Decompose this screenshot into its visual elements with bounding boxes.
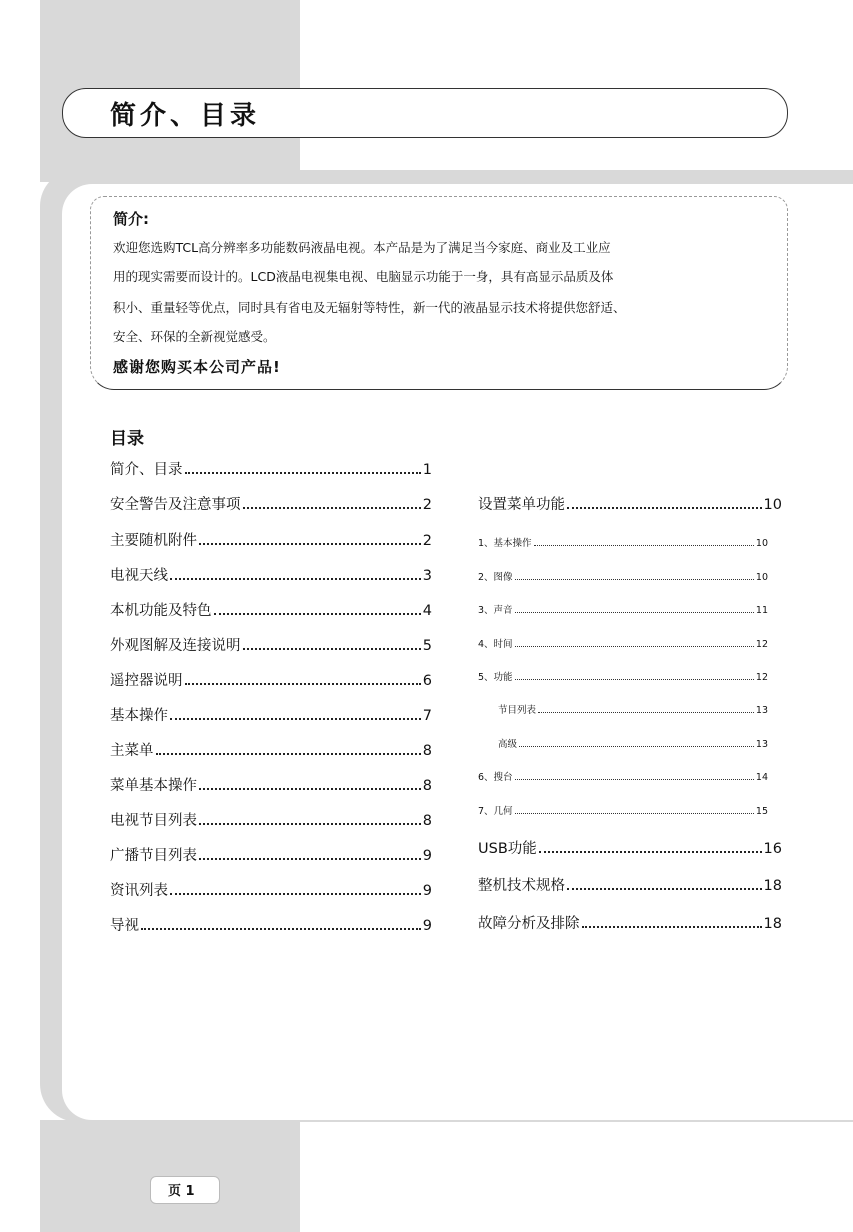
toc-entry[interactable]	[110, 809, 432, 830]
leader-dots	[515, 813, 754, 814]
toc-entry-page: 10	[755, 538, 768, 549]
toc-entry-label: 高级	[498, 739, 518, 750]
toc-entry-label: 设置菜单功能	[478, 497, 565, 513]
toc-entry-label: 菜单基本操作	[110, 778, 197, 794]
toc-entry-label: 主菜单	[110, 743, 154, 759]
leader-dots	[515, 612, 754, 613]
toc-entry-page: 18	[763, 878, 782, 894]
toc-subentry[interactable]	[498, 702, 768, 716]
toc-subentry[interactable]	[478, 769, 768, 783]
leader-dots	[582, 926, 762, 928]
toc-entry-label: 5、功能	[478, 672, 513, 683]
toc-entry-label: 4、时间	[478, 639, 513, 650]
toc-entry-label: 电视天线	[110, 568, 168, 584]
leader-dots	[199, 543, 421, 545]
leader-dots	[199, 823, 421, 825]
toc-entry-label: 资讯列表	[110, 883, 168, 899]
toc-entry[interactable]	[478, 493, 782, 514]
page-number: 页 1	[168, 1184, 195, 1199]
toc-entry-page: 8	[422, 813, 432, 829]
toc-entry-page: 2	[422, 533, 432, 549]
toc-entry[interactable]	[110, 669, 432, 690]
toc-entry[interactable]	[110, 529, 432, 550]
toc-entry-label: 基本操作	[110, 708, 168, 724]
toc-entry[interactable]	[478, 912, 782, 933]
toc-entry-label: 安全警告及注意事项	[110, 497, 241, 513]
leader-dots	[243, 648, 421, 650]
toc-entry-page: 18	[763, 916, 782, 932]
toc-entry-label: 主要随机附件	[110, 533, 197, 549]
toc-entry-page: 3	[422, 568, 432, 584]
leader-dots	[199, 788, 421, 790]
toc-entry[interactable]	[478, 874, 782, 895]
toc-entry-page: 13	[755, 705, 768, 716]
intro-title: 简介:	[113, 210, 149, 228]
toc-entry[interactable]	[110, 844, 432, 865]
leader-dots	[519, 746, 754, 747]
toc-entry-label: 遥控器说明	[110, 673, 183, 689]
leader-dots	[170, 893, 421, 895]
intro-line: 安全、环保的全新视觉感受。	[113, 329, 276, 344]
toc-entry-page: 16	[763, 841, 782, 857]
toc-entry-page: 9	[422, 918, 432, 934]
leader-dots	[515, 779, 754, 780]
toc-entry-page: 9	[422, 848, 432, 864]
leader-dots	[156, 753, 421, 755]
toc-entry-page: 9	[422, 883, 432, 899]
toc-entry-page: 10	[755, 572, 768, 583]
toc-entry-page: 13	[755, 739, 768, 750]
toc-entry-label: 整机技术规格	[478, 878, 565, 894]
toc-entry-label: 3、声音	[478, 605, 513, 616]
leader-dots	[199, 858, 421, 860]
toc-subentry[interactable]	[478, 569, 768, 583]
toc-entry-page: 5	[422, 638, 432, 654]
toc-entry-label: 导视	[110, 918, 139, 934]
leader-dots	[567, 888, 762, 890]
intro-line: 用的现实需要而设计的。LCD液晶电视集电视、电脑显示功能于一身，具有高显示品质及体	[113, 269, 614, 284]
toc-entry-page: 4	[422, 603, 432, 619]
toc-entry-label: 故障分析及排除	[478, 916, 580, 932]
leader-dots	[515, 579, 754, 580]
page-title: 简介、目录	[110, 101, 261, 131]
toc-entry-page: 15	[755, 806, 768, 817]
leader-dots	[141, 928, 421, 930]
intro-line: 欢迎您选购TCL高分辨率多功能数码液晶电视。本产品是为了满足当今家庭、商业及工业应	[113, 240, 611, 255]
toc-subentry[interactable]	[498, 736, 768, 750]
toc-entry[interactable]	[110, 564, 432, 585]
toc-entry-label: USB功能	[478, 841, 537, 857]
leader-dots	[534, 545, 754, 546]
leader-dots	[538, 712, 754, 713]
toc-entry-page: 7	[422, 708, 432, 724]
toc-title: 目录	[110, 429, 144, 449]
toc-entry-page: 12	[755, 672, 768, 683]
toc-entry[interactable]	[110, 704, 432, 725]
leader-dots	[539, 851, 762, 853]
toc-entry-label: 1、基本操作	[478, 538, 532, 549]
leader-dots	[185, 472, 421, 474]
leader-dots	[515, 679, 754, 680]
toc-entry-page: 11	[755, 605, 768, 616]
toc-entry[interactable]	[110, 879, 432, 900]
toc-entry-page: 8	[422, 778, 432, 794]
toc-entry-page: 10	[763, 497, 782, 513]
toc-entry[interactable]	[110, 914, 432, 935]
toc-entry[interactable]	[110, 739, 432, 760]
toc-entry-label: 电视节目列表	[110, 813, 197, 829]
leader-dots	[170, 718, 421, 720]
toc-entry-label: 7、几何	[478, 806, 513, 817]
toc-entry-page: 2	[422, 497, 432, 513]
toc-entry[interactable]	[478, 837, 782, 858]
toc-subentry[interactable]	[478, 602, 768, 616]
intro-line: 积小、重量轻等优点，同时具有省电及无辐射等特性，新一代的液晶显示技术将提供您舒适、	[113, 300, 626, 315]
toc-entry[interactable]	[110, 493, 432, 514]
toc-entry-page: 6	[422, 673, 432, 689]
toc-entry[interactable]	[110, 634, 432, 655]
toc-subentry[interactable]	[478, 669, 768, 683]
toc-entry-label: 简介、目录	[110, 462, 183, 478]
toc-entry-label: 6、搜台	[478, 772, 513, 783]
toc-entry-page: 14	[755, 772, 768, 783]
toc-entry-label: 本机功能及特色	[110, 603, 212, 619]
leader-dots	[170, 578, 421, 580]
toc-entry-page: 12	[755, 639, 768, 650]
leader-dots	[185, 683, 421, 685]
thanks-text: 感谢您购买本公司产品!	[113, 358, 281, 376]
leader-dots	[567, 507, 762, 509]
toc-entry[interactable]	[110, 774, 432, 795]
toc-entry[interactable]	[110, 458, 432, 479]
toc-subentry[interactable]	[478, 803, 768, 817]
toc-entry-label: 外观图解及连接说明	[110, 638, 241, 654]
toc-entry-page: 1	[422, 462, 432, 478]
toc-subentry[interactable]	[478, 535, 768, 549]
toc-entry-label: 节目列表	[498, 705, 537, 716]
leader-dots	[515, 646, 754, 647]
toc-subentry[interactable]	[478, 636, 768, 650]
toc-entry-label: 2、图像	[478, 572, 513, 583]
leader-dots	[214, 613, 421, 615]
toc-entry[interactable]	[110, 599, 432, 620]
toc-entry-label: 广播节目列表	[110, 848, 197, 864]
leader-dots	[243, 507, 421, 509]
toc-entry-page: 8	[422, 743, 432, 759]
